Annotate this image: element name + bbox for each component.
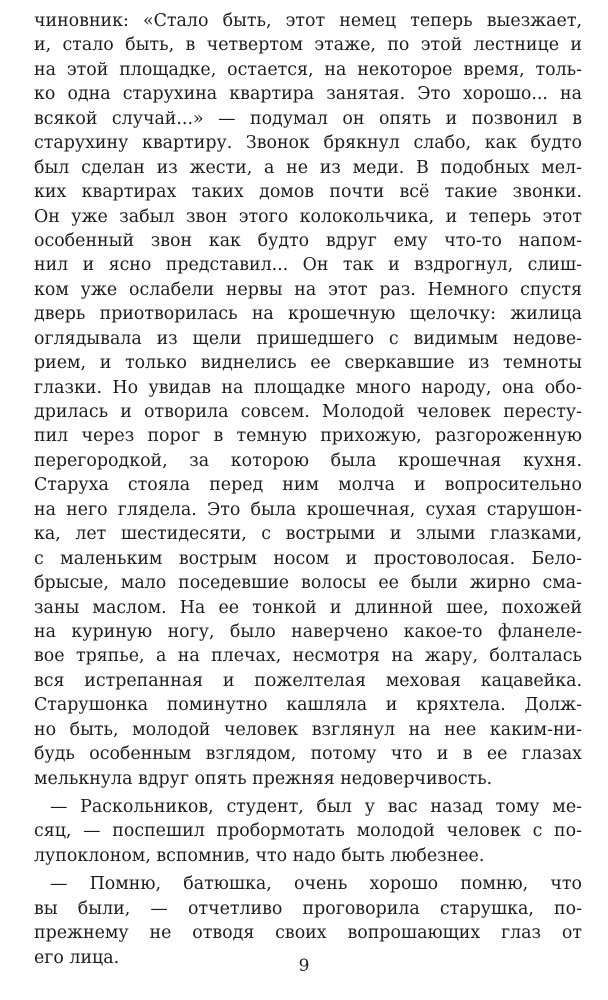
- text-line: брысые, мало поседевшие волосы ее были жирно сма-: [34, 573, 582, 594]
- text-line: глазки. Но увидав на площадке много народу, она обо-: [34, 377, 582, 398]
- text-line: ко одна старухина квартира занятая. Это хорошо... на: [34, 84, 582, 105]
- text-line: с маленьким вострым носом и простоволосая. Бело-: [34, 548, 582, 569]
- text-line: его лица.: [34, 947, 120, 968]
- text-line: пил через порог в темную прихожую, разгороженную: [34, 426, 582, 447]
- text-line: перегородкой, за которою была крошечная кухня.: [34, 450, 582, 471]
- page-number: 9: [298, 956, 310, 976]
- text-line: Старуха стояла перед ним молча и вопросительно: [34, 475, 582, 496]
- text-line: дверь приотворилась на крошечную щелочку: жилица: [34, 304, 582, 325]
- text-line: дрилась и отворила совсем. Молодой человек пересту-: [34, 402, 582, 422]
- text-line: вся истрепанная и пожелтелая меховая кацавейка.: [34, 670, 582, 691]
- text-line: старухину квартиру. Звонок брякнул слабо, как будто: [34, 133, 582, 154]
- text-line: нил и ясно представил... Он так и вздрогнул, слиш-: [34, 255, 582, 276]
- text-line: оглядывала из щели пришедшего с видимым недове-: [34, 328, 582, 349]
- text-line: на куриную ногу, было наверчено какое-то фланеле-: [34, 621, 582, 642]
- text-line: рием, и только виднелись ее сверкавшие из темноты: [34, 353, 582, 374]
- text-line: на этой площадке, остается, на некоторое время, толь-: [34, 59, 582, 80]
- text-line: был сделан из жести, а не из меди. В подобных мел-: [34, 157, 582, 178]
- paragraph: [34, 795, 582, 868]
- text-line: чиновник: «Стало быть, этот немец теперь выезжает,: [34, 11, 582, 31]
- text-line: но быть, молодой человек взглянул на нее каким-ни-: [34, 719, 582, 740]
- body-text: [34, 9, 582, 970]
- text-line: — Раскольников, студент, был у вас назад тому ме-: [50, 797, 582, 817]
- text-line: мелькнула вдруг опять прежняя недоверчивость.: [34, 768, 493, 789]
- text-line: будь особенным взглядом, потому что и в ее глазах: [34, 744, 582, 765]
- text-line: сяц, — поспешил пробормотать молодой человек с по-: [34, 821, 582, 842]
- text-line: всякой случай...» — подумал он опять и позвонил в: [34, 108, 582, 129]
- paragraph: [34, 9, 582, 791]
- text-line: заны маслом. На ее тонкой и длинной шее, похожей: [34, 597, 582, 618]
- text-line: лупоклоном, вспомнив, что надо быть любезнее.: [34, 845, 485, 866]
- text-line: прежнему не отводя своих вопрошающих глаз от: [34, 923, 582, 944]
- text-line: — Помню, батюшка, очень хорошо помню, что: [50, 874, 582, 895]
- text-line: и, стало быть, в четвертом этаже, по этой лестнице и: [34, 35, 582, 56]
- text-line: ком уже ослабели нервы на этот раз. Немного спустя: [34, 279, 582, 300]
- text-line: Старушонка поминутно кашляла и кряхтела. Долж-: [34, 695, 582, 716]
- text-line: вы были, — отчетливо проговорила старушка, по-: [34, 898, 582, 919]
- text-line: ких квартирах таких домов почти всё такие звонки.: [34, 182, 582, 203]
- text-line: ка, лет шестидесяти, с вострыми и злыми глазками,: [34, 524, 582, 545]
- text-line: особенный звон как будто вдруг ему что-то напом-: [34, 230, 582, 251]
- text-line: Он уже забыл звон этого колокольчика, и теперь этот: [34, 206, 582, 227]
- text-line: вое тряпье, а на плечах, несмотря на жару, болталась: [34, 646, 582, 667]
- text-line: на него глядела. Это была крошечная, сухая старушон-: [34, 499, 582, 520]
